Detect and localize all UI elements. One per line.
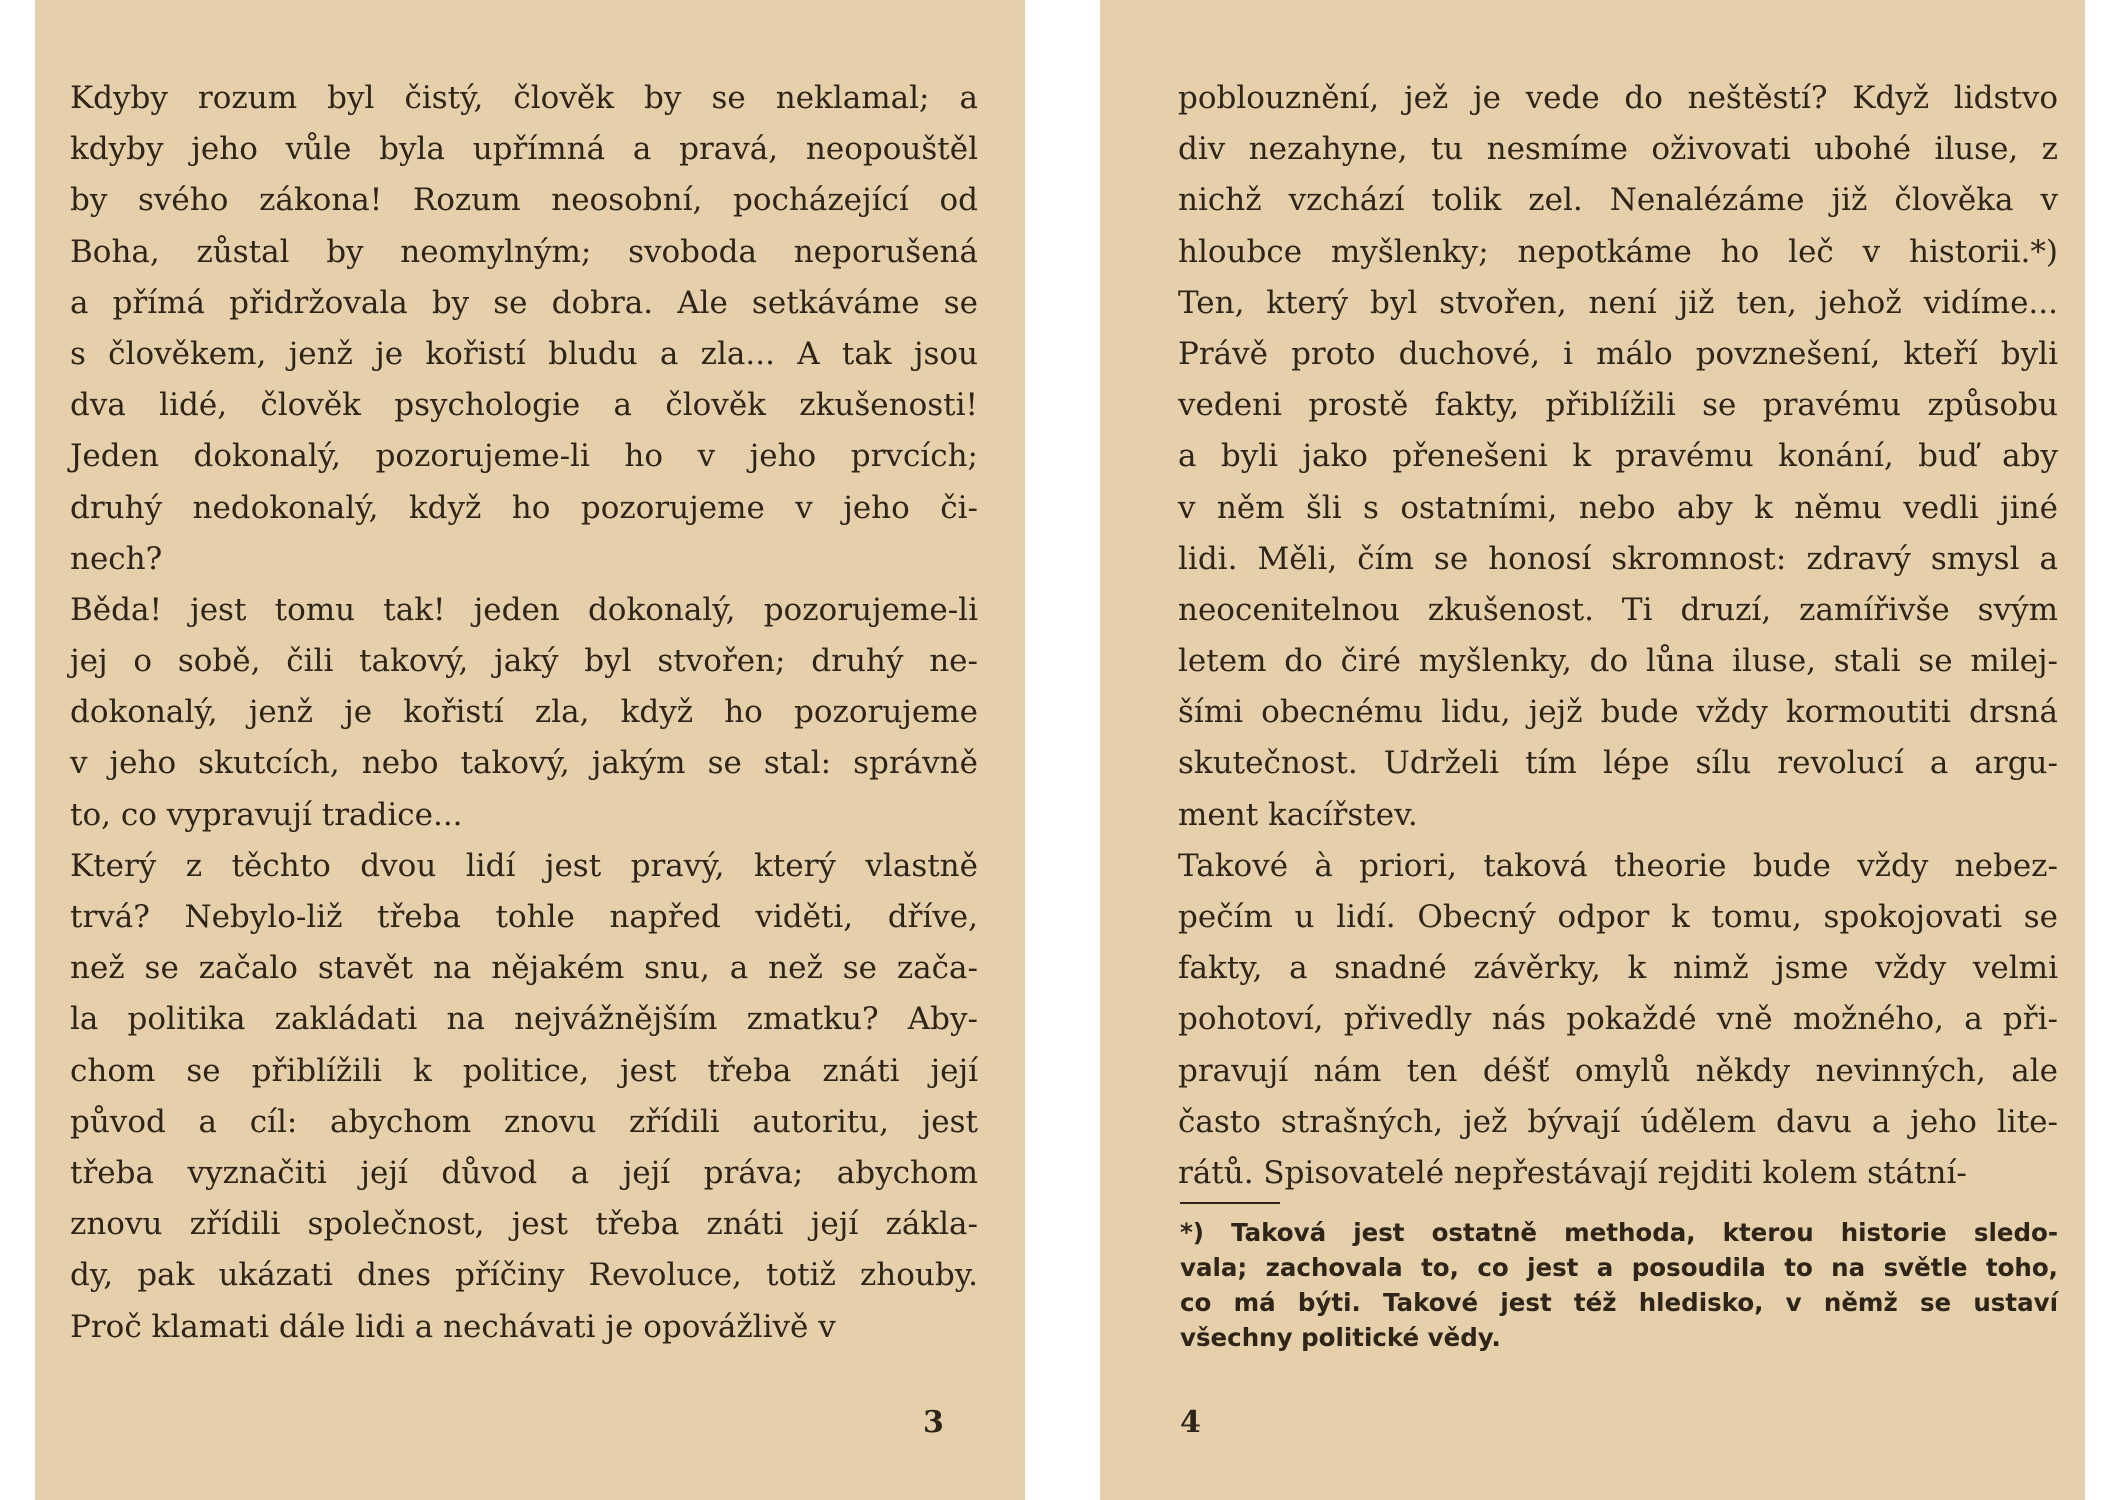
text-line: nichž vzchází tolik zel. Nenalézáme již člověka v xyxy=(1178,182,2058,219)
text-line: často strašných, jež bývají údělem davu a jeho lite- xyxy=(1178,1103,2058,1140)
text-line: letem do čiré myšlenky, do lůna iluse, stali se milej- xyxy=(1178,643,2058,680)
text-line: trvá? Nebylo-liž třeba tohle napřed viděti, dříve, xyxy=(70,899,978,935)
text-line: skutečnost. Udrželi tím lépe sílu revolucí a argu- xyxy=(1178,745,2058,782)
text-line: Proč klamati dále lidi a nechávati je opovážlivě v xyxy=(70,1308,836,1345)
text-line: s člověkem, jenž je kořistí bludu a zla... A tak jsou xyxy=(70,335,978,372)
text-line: šími obecnému lidu, jejž bude vždy kormoutiti drsná xyxy=(1178,694,2058,731)
text-line: dy, pak ukázati dnes příčiny Revoluce, totiž zhouby. xyxy=(70,1257,978,1294)
page-number: 3 xyxy=(923,1405,944,1440)
text-line: lidi. Měli, čím se honosí skromnost: zdravý smysl a xyxy=(1178,540,2058,577)
text-line: pohotoví, přivedly nás pokaždé vně možného, a při- xyxy=(1178,1001,2058,1038)
text-line: dokonalý, jenž je kořistí zla, když ho pozorujeme xyxy=(70,694,978,731)
text-line: Jeden dokonalý, pozorujeme-li ho v jeho prvcích; xyxy=(70,438,978,475)
text-line: v jeho skutcích, nebo takový, jakým se stal: správně xyxy=(70,745,978,782)
text-line: Který z těchto dvou lidí jest pravý, který vlastně xyxy=(70,847,978,884)
right-page-text xyxy=(1178,73,2058,1199)
text-line: v něm šli s ostatními, nebo aby k němu vedli jiné xyxy=(1178,489,2058,526)
text-line: fakty, a snadné závěrky, k nimž jsme vždy velmi xyxy=(1178,950,2058,987)
text-line: rátů. Spisovatelé nepřestávají rejditi kolem státní- xyxy=(1178,1154,1967,1191)
text-line: a byli jako přenešeni k pravému konání, buď aby xyxy=(1178,438,2058,475)
right-page xyxy=(1100,0,2085,1500)
text-line: třeba vyznačiti její důvod a její práva; abychom xyxy=(70,1154,978,1191)
footnote-line: vala; zachovala to, co jest a posoudila to na světle toho, xyxy=(1180,1253,2058,1282)
text-line: Takové à priori, taková theorie bude vždy nebez- xyxy=(1178,847,2058,884)
text-line: dva lidé, člověk psychologie a člověk zkušenosti! xyxy=(70,387,978,424)
text-line: ment kacířstev. xyxy=(1178,796,1418,833)
text-line: to, co vypravují tradice... xyxy=(70,796,463,833)
text-line: chom se přiblížili k politice, jest třeba znáti její xyxy=(70,1052,978,1089)
footnote-line: *) Taková jest ostatně methoda, kterou historie sledo- xyxy=(1180,1218,2058,1247)
text-line: jej o sobě, čili takový, jaký byl stvořen; druhý ne- xyxy=(70,643,978,680)
text-line: než se začalo stavět na nějakém snu, a než se začа- xyxy=(70,950,978,987)
footnote-divider xyxy=(1180,1202,1280,1204)
footnote-line: všechny politické vědy. xyxy=(1180,1323,1501,1352)
text-line: la politika zakládati na nejvážnějším zmatku? Aby- xyxy=(70,1001,978,1038)
text-line: hloubce myšlenky; nepotkáme ho leč v historii.*) xyxy=(1178,233,2058,270)
text-line: div nezahyne, tu nesmíme oživovati ubohé iluse, z xyxy=(1178,131,2058,168)
text-line: Právě proto duchové, i málo povznešení, kteří byli xyxy=(1178,335,2058,372)
page-number: 4 xyxy=(1180,1405,1201,1440)
text-line: by svého zákona! Rozum neosobní, pocházející od xyxy=(70,182,978,219)
text-line: nech? xyxy=(70,540,163,577)
footnote-line: co má býti. Takové jest též hledisko, v němž se ustaví xyxy=(1180,1288,2058,1317)
text-line: Boha, zůstal by neomylným; svoboda neporušená xyxy=(70,233,978,270)
text-line: vedeni prostě fakty, přiblížili se pravému způsobu xyxy=(1178,387,2058,424)
text-line: původ a cíl: abychom znovu zřídili autoritu, jest xyxy=(70,1103,978,1140)
text-line: pravují nám ten déšť omylů někdy nevinných, ale xyxy=(1178,1052,2058,1089)
left-page-text xyxy=(70,73,978,1353)
text-line: a přímá přidržovala by se dobra. Ale setkáváme se xyxy=(70,284,978,321)
text-line: poblouznění, jež je vede do neštěstí? Když lidstvo xyxy=(1178,80,2058,116)
text-line: pečím u lidí. Obecný odpor k tomu, spokojovati se xyxy=(1178,899,2058,935)
text-line: Kdyby rozum byl čistý, člověk by se neklamal; a xyxy=(70,80,978,116)
text-line: kdyby jeho vůle byla upřímná a pravá, neopouštěl xyxy=(70,131,978,168)
text-line: Běda! jest tomu tak! jeden dokonalý, pozorujeme-li xyxy=(70,591,978,628)
left-page xyxy=(35,0,1025,1500)
text-line: znovu zřídili společnost, jest třeba znáti její zákla- xyxy=(70,1206,978,1243)
text-line: Ten, který byl stvořen, není již ten, jehož vidíme... xyxy=(1178,284,2058,321)
text-line: druhý nedokonalý, když ho pozorujeme v jeho či- xyxy=(70,489,978,526)
text-line: neocenitelnou zkušenost. Ti druzí, zamířivše svým xyxy=(1178,591,2058,628)
footnote xyxy=(1180,1215,2058,1355)
